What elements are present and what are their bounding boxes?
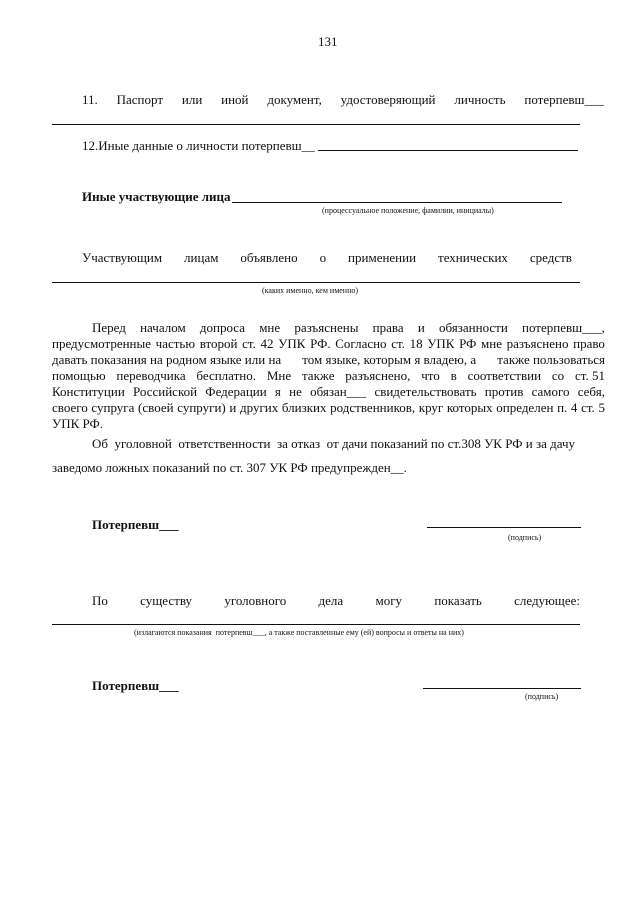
testimony-blank (52, 624, 580, 625)
word: удостоверяющий (340, 92, 436, 107)
word: мне (259, 320, 281, 335)
signature-2-line (423, 688, 581, 689)
word: ст. (242, 336, 256, 351)
rights-line-3 (52, 352, 605, 368)
liability-line-1: Об уголовной ответственности за отказ от дачи показаний по ст.308 УК РФ и за дачу (92, 436, 576, 451)
word: началом (140, 320, 186, 335)
word: также пользоваться (497, 352, 605, 367)
word: Мне (266, 368, 292, 383)
liability-line-2: заведомо ложных показаний по ст. 307 УК РФ предупрежден__. (52, 460, 407, 475)
word: бесплатно. (196, 368, 256, 383)
word: также (301, 368, 335, 383)
word: предусмотренные (52, 336, 152, 351)
signature-2-hint: (подпись) (525, 692, 559, 701)
word: 5 (598, 400, 605, 415)
word: Конституции (52, 384, 125, 399)
word: соответствии (467, 368, 542, 383)
rights-line-2 (52, 336, 605, 352)
item-12-blank (318, 150, 578, 151)
word: обязан___ (310, 384, 367, 399)
word: обязанности (438, 320, 508, 335)
word: или (181, 92, 203, 107)
word: По (92, 593, 108, 608)
other-participants-blank (232, 202, 562, 203)
word: против (484, 384, 524, 399)
word: том языке, которым я владею, а (302, 352, 477, 367)
word: иной (221, 92, 249, 107)
item-11-blank (52, 124, 580, 125)
word: (своей (138, 400, 174, 415)
rights-paragraph (52, 320, 605, 432)
word: определен (496, 400, 554, 415)
word: потерпевш___, (522, 320, 605, 335)
rights-line-7: УПК РФ. (52, 416, 104, 431)
word: 11. (82, 92, 98, 107)
word: разъяснено (506, 336, 569, 351)
word: родственников, (330, 400, 416, 415)
rights-line-6 (52, 400, 605, 416)
word: я (274, 384, 281, 399)
word: средств (529, 250, 572, 265)
word: потерпевш___ (524, 92, 604, 107)
word: могу (375, 593, 403, 608)
testimony-line (92, 593, 580, 609)
other-participants-hint: (процессуальное положение, фамилии, инициалы) (322, 206, 494, 215)
word: мне (481, 336, 503, 351)
word: право (573, 336, 605, 351)
technical-means-hint: (каких именно, кем именно) (262, 286, 359, 295)
word: других (240, 400, 279, 415)
word: Российской (133, 384, 198, 399)
page-number: 131 (318, 34, 338, 49)
word: ст. (581, 400, 595, 415)
word: 4 (570, 400, 578, 415)
word: лицам (184, 250, 219, 265)
word: Федерации (205, 384, 267, 399)
word: не (289, 384, 302, 399)
word: переводчика (116, 368, 186, 383)
word: п. (557, 400, 568, 415)
word: технических (438, 250, 508, 265)
word: УПК (278, 336, 306, 351)
signature-2-label: Потерпевш___ (92, 678, 179, 693)
word: дела (318, 593, 344, 608)
word: о (319, 250, 327, 265)
word: в (450, 368, 457, 383)
word: со (551, 368, 565, 383)
word: 18 (409, 336, 423, 351)
other-participants-label: Иные участвующие лица (82, 189, 231, 204)
word: и (229, 400, 237, 415)
rights-line-5 (52, 384, 605, 400)
word: своего (52, 400, 88, 415)
testimony-hint: (излагаются показания потерпевш___, а также поставленные ему (ей) вопросы и ответы на них) (134, 628, 464, 637)
signature-1-line (427, 527, 581, 528)
item-11-line (82, 92, 604, 108)
word: ст. (391, 336, 405, 351)
word: второй (199, 336, 238, 351)
word: самого (531, 384, 570, 399)
word: права (372, 320, 404, 335)
word: разъяснены (294, 320, 359, 335)
signature-1-hint: (подпись) (508, 533, 542, 542)
word: РФ (459, 336, 477, 351)
rights-line-1 (92, 320, 605, 336)
word: документ, (267, 92, 322, 107)
word: Перед (92, 320, 126, 335)
word: близких (281, 400, 327, 415)
word: показать (434, 593, 482, 608)
item-12-label: 12.Иные данные о личности потерпевш__ (82, 138, 315, 153)
technical-means-blank (52, 282, 580, 283)
word: применении (348, 250, 417, 265)
word: уголовного (224, 593, 287, 608)
word: следующее: (514, 593, 580, 608)
word: и (417, 320, 425, 335)
word: существу (140, 593, 193, 608)
word: супруги) (177, 400, 226, 415)
word: допроса (199, 320, 245, 335)
word: круг (418, 400, 444, 415)
word: УПК (427, 336, 455, 351)
word: свидетельствовать (374, 384, 477, 399)
word: что (421, 368, 440, 383)
word: давать показания на родном языке или на (52, 352, 282, 367)
word: ст. 51 (574, 368, 605, 383)
word: Согласно (335, 336, 387, 351)
technical-means-line (82, 250, 572, 266)
word: личность (454, 92, 506, 107)
rights-line-4 (52, 368, 605, 384)
word: Участвующим (82, 250, 163, 265)
word: себя, (577, 384, 605, 399)
word: которых (446, 400, 493, 415)
word: помощью (52, 368, 106, 383)
word: супруга (91, 400, 135, 415)
word: объявлено (240, 250, 298, 265)
word: частью (155, 336, 196, 351)
signature-1-label: Потерпевш___ (92, 517, 179, 532)
word: РФ. (310, 336, 331, 351)
word: Паспорт (116, 92, 164, 107)
word: 42 (260, 336, 274, 351)
word: разъяснено, (345, 368, 411, 383)
